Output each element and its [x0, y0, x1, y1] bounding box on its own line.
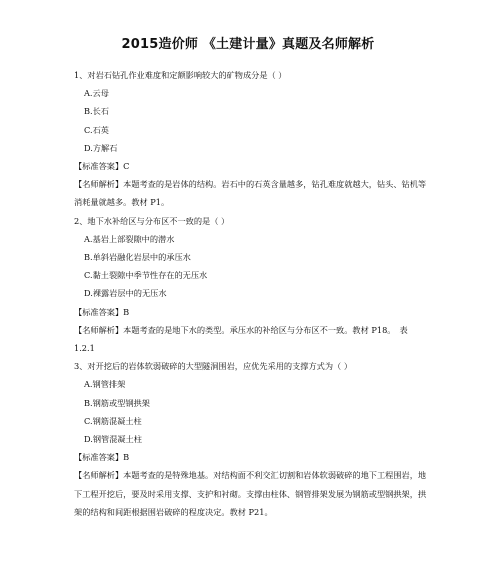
option-a: A.云母 — [84, 88, 109, 99]
option-b: B.长石 — [84, 106, 109, 117]
standard-answer: 【标准答案】B — [74, 306, 130, 317]
question-stem: 3、对开挖后的岩体软弱破碎的大型隧洞围岩，应优先采用的支撑方式为（ ） — [74, 361, 353, 372]
option-d: D.方解石 — [84, 142, 118, 153]
standard-answer: 【标准答案】C — [74, 161, 130, 172]
question-stem: 1、对岩石钻孔作业难度和定额影响较大的矿物成分是（ ） — [74, 70, 287, 80]
option-b: B.单斜岩融化岩层中的承压水 — [84, 252, 191, 263]
question-stem: 2、地下水补给区与分布区不一致的是（ ） — [74, 215, 230, 226]
document-title: 2015造价师 《土建计量》真题及名师解析 — [121, 37, 375, 52]
teacher-explanation: 【名师解析】本题考查的是地下水的类型。承压水的补给区与分布区不一致。教材 P18。 表 1.2.1 — [74, 324, 408, 354]
option-d: D.钢管混凝土柱 — [84, 434, 142, 445]
option-a: A.基岩上部裂隙中的潜水 — [84, 233, 175, 244]
option-c: C.钢筋混凝土柱 — [84, 415, 142, 426]
option-a: A.钢管排架 — [84, 379, 126, 390]
option-c: C.石英 — [84, 124, 109, 135]
option-d: D.裸露岩层中的无压水 — [84, 288, 167, 299]
question-list — [74, 66, 430, 521]
option-c: C.黏土裂隙中季节性存在的无压水 — [84, 270, 208, 281]
standard-answer: 【标准答案】B — [74, 452, 130, 463]
teacher-explanation: 【名师解析】本题考查的是岩体的结构。岩石中的石英含量越多，钻孔难度就越大，钻头、钻机等消耗量就越多。教材 P1。 — [74, 179, 427, 208]
option-b: B.钢筋或型钢拱架 — [84, 397, 150, 408]
teacher-explanation: 【名师解析】本题考查的是特殊地基。对结构面不利交汇切割和岩体软弱破碎的地下工程围岩，地下工程开挖后，要及时采用支撑、支护和衬砌。支撑由柱体、钢管排架发展为钢筋或型钢拱架，拱架的结构和间距根据围岩破碎的程度决定。教材 P21。 — [74, 470, 427, 517]
